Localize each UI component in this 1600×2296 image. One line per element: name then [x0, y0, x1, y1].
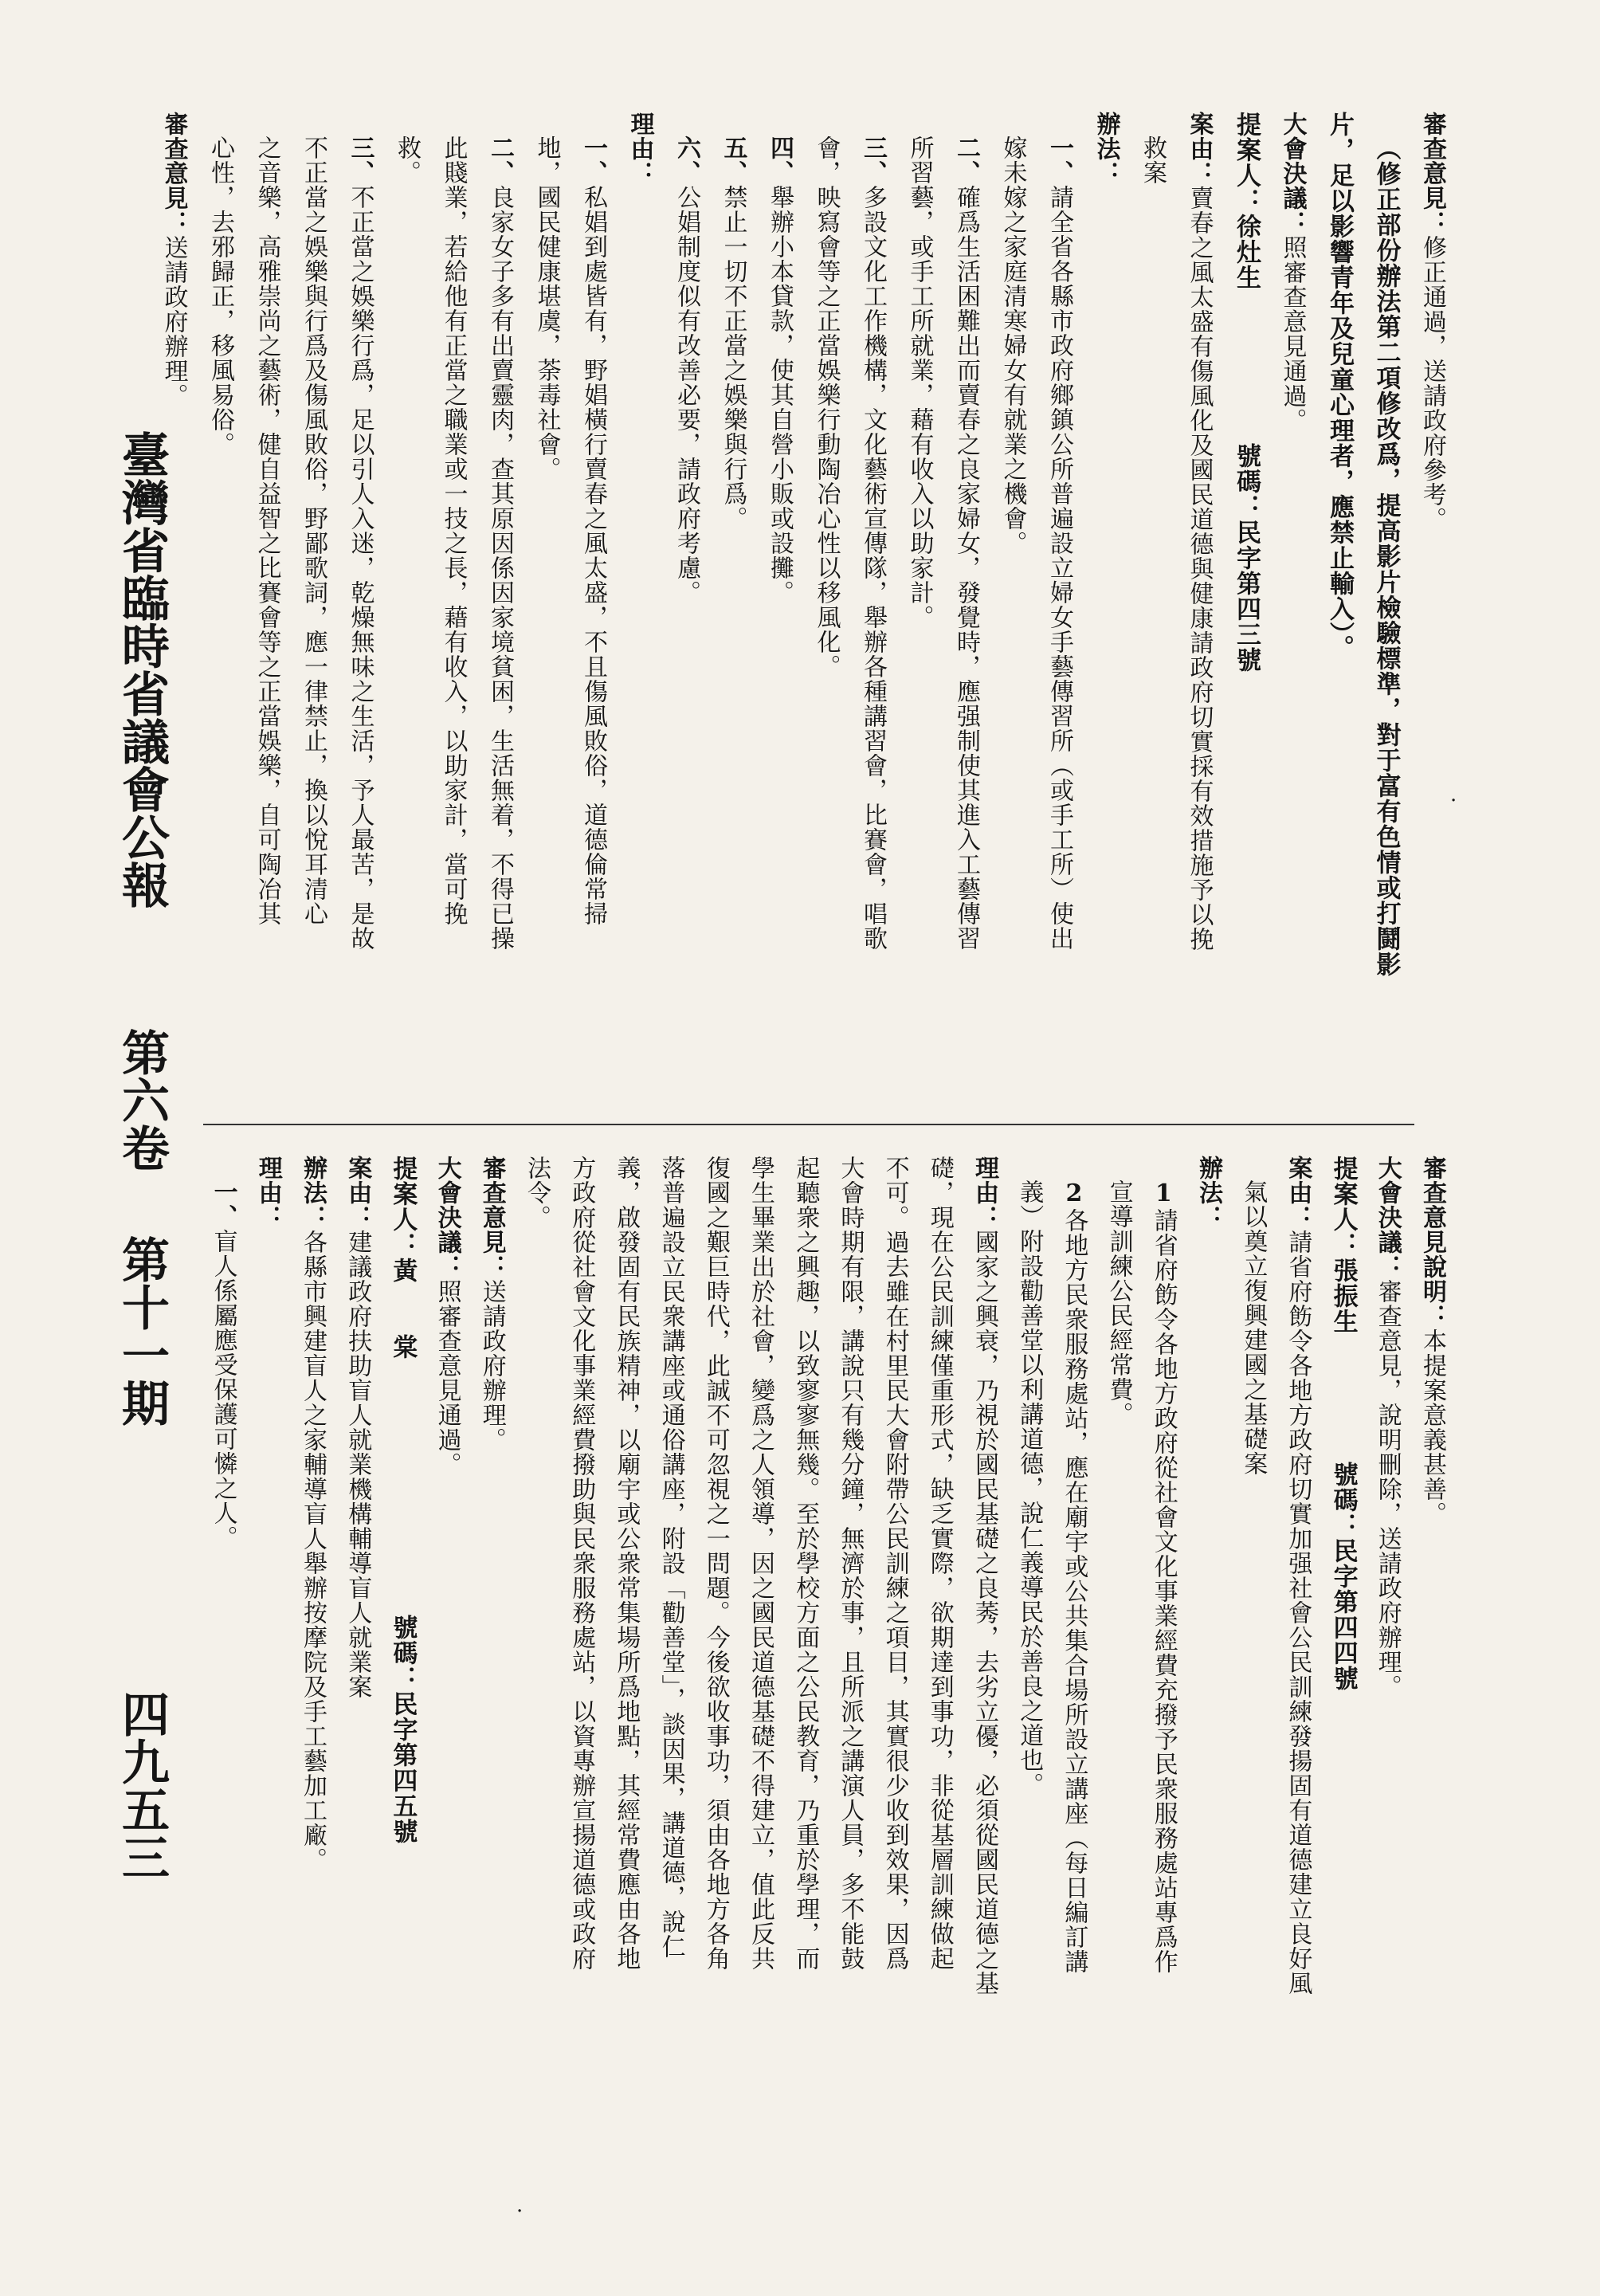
page-number: 四九五三 — [114, 1690, 170, 1881]
column-lead: 三、 — [859, 135, 887, 185]
text-column — [1239, 1179, 1268, 2152]
column-text: （修正部份辦法第二項修改爲，提高影片檢驗標準，對于富有色情或打鬪影 — [1371, 135, 1401, 977]
text-column — [1104, 1179, 1133, 2152]
column-text: 大會時期有限，講說只有幾分鐘，無濟於事，且所派之講演人員，多不能鼓 — [836, 1156, 865, 1971]
column-text: 張振生 號碼：民字第四四號 — [1328, 1258, 1358, 1691]
column-text: 賣春之風太盛有傷風化及國民道德與健康請政府切實採有效措施予以挽 — [1185, 186, 1214, 952]
column-lead: 一、 — [1045, 135, 1073, 185]
column-text: 不正當之娛樂與行爲及傷風敗俗，野鄙歌詞，應一律禁止，換以悅耳清心 — [300, 135, 327, 926]
column-text: 舉辦小本貸款，使其自營小販或設攤。 — [766, 185, 794, 605]
masthead-issue: 第十一期 — [114, 1235, 170, 1427]
text-column — [701, 1156, 730, 2152]
text-column — [766, 135, 794, 1108]
column-text: 私娼到處皆有，野娼橫行賣春之風太盛，不且傷風敗俗，道德倫常掃 — [579, 185, 607, 926]
column-text: 各地方民衆服務處站，應在廟宇或公共集合場所設立講座（每日編訂講 — [1060, 1208, 1088, 1974]
text-column — [532, 135, 561, 1108]
column-lead: 辦法： — [1194, 1156, 1222, 1230]
column-text: 方政府從社會文化事業經費撥助與民衆服務處站，以資專辦宣揚道德或政府 — [567, 1156, 596, 1971]
column-text: 復國之艱巨時代，此誠不可忽視之一問題。今後欲收事功，須由各地方各角 — [701, 1156, 730, 1971]
text-column — [791, 1156, 820, 2152]
section-divider — [203, 1124, 1414, 1125]
text-column — [1094, 112, 1118, 1108]
text-column — [1149, 1179, 1178, 2152]
text-column — [439, 135, 468, 1108]
text-column — [208, 135, 232, 1108]
text-column — [905, 135, 934, 1108]
text-column — [1420, 112, 1444, 1108]
text-column — [523, 1156, 551, 2152]
column-text: 礎，現在公民訓練僅重形式，缺乏實際，欲期達到事功，非從基層訓練做起 — [925, 1156, 954, 1971]
column-text: 各縣市興建盲人之家輔導盲人舉辦按摩院及手工藝加工廠。 — [299, 1230, 327, 1872]
text-column — [346, 135, 375, 1108]
column-text: 多設文化工作機構，文化藝術宣傳隊，舉辦各種講習會，比賽會，唱歌 — [859, 185, 887, 951]
column-text: 本提案意義甚善。 — [1418, 1329, 1446, 1526]
text-column — [211, 1179, 235, 2152]
column-lead: 四、 — [766, 135, 794, 185]
text-column — [393, 135, 421, 1108]
text-column — [612, 1156, 641, 2152]
column-lead: 1 — [1149, 1179, 1178, 1208]
text-column — [1060, 1179, 1088, 2152]
masthead-volume: 第六卷 — [114, 1028, 170, 1172]
column-text: 片，足以影響青年及兒童心理者，應禁止輸入）。 — [1325, 112, 1354, 661]
column-text: 地，國民健康堪虞，荼毒社會。 — [532, 135, 561, 481]
column-text: 義）附設勸善堂以利講道德，說仁義導民於善良之道也。 — [1015, 1179, 1044, 1797]
text-column — [1185, 112, 1214, 1108]
column-lead: 理由： — [625, 112, 654, 186]
column-text: 確爲生活困難出而賣春之良家婦女，發覺時，應强制使其進入工藝傳習 — [952, 185, 980, 951]
column-lead: 案由： — [1185, 112, 1214, 186]
column-text: 盲人係屬應受保護可憐之人。 — [209, 1229, 237, 1550]
column-lead: 案由： — [343, 1156, 372, 1230]
column-lead: 提案人： — [388, 1156, 418, 1258]
column-text: 照審查意見通過。 — [1278, 235, 1307, 433]
column-lead: 案由： — [1284, 1156, 1312, 1230]
text-column — [488, 135, 512, 1108]
column-text: 請省府飭令各地方政府從社會文化事業經費充撥予民衆服務處站專爲作 — [1149, 1208, 1178, 1974]
text-column — [859, 135, 887, 1108]
text-column — [1196, 1156, 1220, 2152]
column-text: 照審查意見通過。 — [433, 1279, 461, 1477]
column-text: 氣以奠立復興建國之基礎案 — [1239, 1179, 1268, 1476]
text-column — [836, 1156, 865, 2152]
text-column — [925, 1156, 954, 2152]
text-column — [1371, 135, 1401, 1108]
text-column — [159, 112, 188, 1108]
text-column — [1420, 1156, 1444, 2152]
text-column — [1139, 135, 1167, 1108]
column-text: 請全省各縣市政府鄉鎮公所普遍設立婦女手藝傳習所（或手工所）使出 — [1045, 185, 1073, 951]
column-text: 國家之興衰，乃視於國民基礎之良莠，去劣立優，必須從國民道德之基 — [971, 1230, 998, 1996]
text-column — [1047, 135, 1071, 1108]
column-lead: 大會決議： — [433, 1156, 461, 1279]
column-text: 徐灶生 號碼：民字第四三號 — [1232, 214, 1261, 673]
column-lead: 大會決議： — [1373, 1156, 1402, 1279]
column-text: 義，啟發固有民族精神，以廟宇或公衆常集場所爲地點，其經常費應由各地 — [612, 1156, 641, 1971]
text-column — [625, 112, 654, 1108]
column-lead: 六、 — [673, 135, 700, 185]
column-text: 公娼制度似有改善必要，請政府考慮。 — [673, 185, 700, 605]
text-column — [388, 1156, 418, 2152]
text-column — [954, 135, 978, 1108]
column-text: 心性，去邪歸正，移風易俗。 — [206, 135, 234, 457]
column-text: 所習藝，或手工所就業，藉有收入以助家計。 — [905, 135, 934, 630]
text-column — [1325, 112, 1354, 1108]
column-lead: 一、 — [209, 1179, 237, 1229]
column-text: 會，映寫會等之正當娛樂行動陶冶心性以移風化。 — [812, 135, 841, 679]
text-column — [1278, 112, 1307, 1108]
text-column — [343, 1156, 372, 2152]
text-column — [812, 135, 841, 1108]
column-lead: 五、 — [719, 135, 747, 185]
column-lead: 提案人： — [1232, 112, 1261, 214]
column-lead: 2 — [1060, 1179, 1088, 1208]
column-text: 良家女子多有出賣靈肉，查其原因係因家境貧困，生活無着，不得已操 — [486, 185, 514, 951]
column-text: 救案 — [1139, 135, 1167, 185]
margin-mark: · — [1450, 789, 1457, 813]
text-column — [880, 1156, 909, 2152]
column-lead: 理由： — [253, 1156, 282, 1230]
column-text: 審查意見，說明刪除，送請政府辦理。 — [1373, 1279, 1402, 1699]
column-lead: 審查意見： — [477, 1156, 506, 1279]
text-column — [972, 1156, 996, 2152]
text-column — [567, 1156, 596, 2152]
text-column — [477, 1156, 506, 2152]
column-text: 宣導訓練公民經常費。 — [1104, 1179, 1133, 1427]
text-column — [253, 1156, 282, 2152]
column-text: 之音樂，高雅崇尚之藝術，健自益智之比賽會等之正當娛樂，自可陶冶其 — [253, 135, 281, 926]
column-lead: 審查意見： — [159, 112, 188, 235]
text-column — [581, 135, 605, 1108]
text-column — [299, 1156, 327, 2152]
text-column — [255, 135, 279, 1108]
column-lead: 辦法： — [299, 1156, 327, 1230]
column-lead: 提案人： — [1328, 1156, 1358, 1258]
column-lead: 辦法： — [1092, 112, 1120, 186]
column-text: 不可。過去雖在村里民大會附帶公民訓練之項目，其實很少收到效果，因爲 — [880, 1156, 909, 1971]
text-column — [747, 1156, 775, 2152]
margin-mark: · — [516, 2200, 524, 2223]
column-text: 禁止一切不正當之娛樂與行爲。 — [719, 185, 747, 531]
text-column — [674, 135, 698, 1108]
text-column — [1328, 1156, 1358, 2152]
text-column — [435, 1156, 459, 2152]
column-text: 送請政府辦理。 — [477, 1279, 506, 1452]
text-column — [659, 1156, 683, 2152]
column-lead: 審查意見： — [1418, 112, 1446, 235]
column-text: 請省府飭令各地方政府切實加强社會公民訓練發揚固有道德建立良好風 — [1284, 1230, 1312, 1996]
column-text: 此賤業，若給他有正當之職業或一技之長，藉有收入，以助家計，當可挽 — [439, 135, 468, 926]
column-text: 建議政府扶助盲人就業機構輔導盲人就業案 — [343, 1230, 372, 1699]
column-text: 修正通過，送請政府參考。 — [1418, 235, 1446, 532]
text-column — [721, 135, 745, 1108]
column-lead: 二、 — [952, 135, 980, 185]
column-lead: 三、 — [346, 135, 375, 185]
text-column — [1373, 1156, 1402, 2152]
column-text: 起聽衆之興趣，以致寥寥無幾。至於學校方面之公民教育，乃重於學理，而 — [791, 1156, 820, 1971]
column-text: 黃 棠 號碼：民字第四五號 — [388, 1258, 418, 1844]
column-lead: 大會決議： — [1278, 112, 1307, 235]
text-column — [1284, 1156, 1312, 2152]
column-lead: 二、 — [486, 135, 514, 185]
column-lead: 理由： — [971, 1156, 998, 1230]
text-column — [998, 135, 1027, 1108]
column-text: 救。 — [393, 135, 421, 185]
column-text: 嫁未嫁之家庭清寒婦女有就業之機會。 — [998, 135, 1027, 555]
column-text: 落普遍設立民衆講座或通俗講座，附設「勸善堂」，談因果，講道德，說仁 — [657, 1156, 685, 1959]
column-lead: 一、 — [579, 135, 607, 185]
column-text: 送請政府辦理。 — [159, 235, 188, 408]
text-column — [1015, 1179, 1044, 2152]
text-column — [301, 135, 325, 1108]
column-text: 法令。 — [523, 1156, 551, 1230]
column-lead: 審查意見說明： — [1418, 1156, 1446, 1329]
masthead-title: 臺灣省臨時省議會公報 — [114, 430, 170, 909]
text-column — [1232, 112, 1261, 1108]
column-text: 學生畢業出於社會，變爲之人領導，因之國民道德基礎不得建立，值此反共 — [747, 1156, 775, 1971]
column-text: 不正當之娛樂行爲，足以引人入迷，乾燥無味之生活，予人最苦，是故 — [346, 185, 375, 951]
